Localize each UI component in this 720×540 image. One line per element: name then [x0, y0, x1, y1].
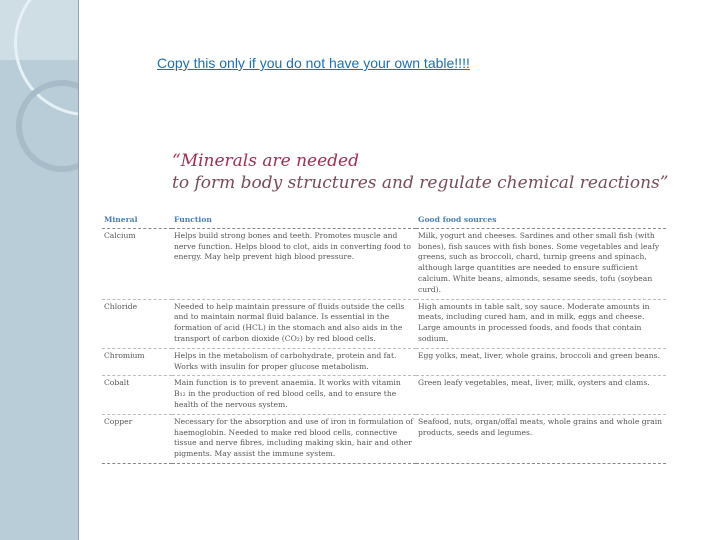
- sources-cell: High amounts in table salt, soy sauce. Moderate amounts in meats, including cured ham, and in milk, eggs and cheese. Large amounts in processed foods, and foods that contain sodium.: [416, 299, 666, 348]
- mineral-cell: Cobalt: [102, 376, 172, 414]
- figure-title: [172, 150, 668, 194]
- sources-cell: Seafood, nuts, organ/offal meats, whole grains and whole grain products, seeds and legumes.: [416, 414, 666, 463]
- decorative-ring: [16, 80, 79, 172]
- slide-sidebar-decoration: [0, 0, 79, 540]
- header-sources: Good food sources: [416, 214, 666, 228]
- title-line-2: to form body structures and regulate chemical reactions”: [172, 173, 669, 193]
- sources-cell: Milk, yogurt and cheeses. Sardines and other small fish (with bones), fish sauces with fish bones. Some vegetables and leafy greens, such as broccoli, chard, turnip greens and spinach, although large quantities are needed to ensure sufficient calcium. White beans, almonds, sesame seeds, tofu (soybean curd).: [416, 228, 666, 299]
- function-cell: Necessary for the absorption and use of iron in formulation of haemoglobin. Needed to make red blood cells, connective tissue and nerve fibres, including making skin, hair and other pigments. May assist the immune system.: [172, 414, 416, 463]
- mineral-cell: Chloride: [102, 299, 172, 348]
- table-row: [102, 348, 666, 376]
- header-mineral: Mineral: [102, 214, 172, 228]
- table-row: [102, 376, 666, 414]
- table-row: [102, 228, 666, 299]
- mineral-cell: Copper: [102, 414, 172, 463]
- copy-table-link[interactable]: Copy this only if you do not have your own table!!!!: [157, 55, 470, 71]
- mineral-cell: Chromium: [102, 348, 172, 376]
- function-cell: Needed to help maintain pressure of fluids outside the cells and to maintain normal fluid balance. Is essential in the formation of acid (HCL) in the stomach and also aids in the transport of carbon dioxide (CO₂) by red blood cells.: [172, 299, 416, 348]
- mineral-cell: Calcium: [102, 228, 172, 299]
- table-row: [102, 414, 666, 463]
- function-cell: Helps in the metabolism of carbohydrate, protein and fat. Works with insulin for proper glucose metabolism.: [172, 348, 416, 376]
- title-line-1: “Minerals are needed: [172, 151, 359, 171]
- header-function: Function: [172, 214, 416, 228]
- sources-cell: Egg yolks, meat, liver, whole grains, broccoli and green beans.: [416, 348, 666, 376]
- function-cell: Helps build strong bones and teeth. Promotes muscle and nerve function. Helps blood to clot, aids in converting food to energy. May help prevent high blood pressure.: [172, 228, 416, 299]
- sources-cell: Green leafy vegetables, meat, liver, milk, oysters and clams.: [416, 376, 666, 414]
- function-cell: Main function is to prevent anaemia. It works with vitamin B₁₂ in the production of red blood cells, and to ensure the health of the nervous system.: [172, 376, 416, 414]
- minerals-table: [102, 214, 666, 464]
- table-row: [102, 299, 666, 348]
